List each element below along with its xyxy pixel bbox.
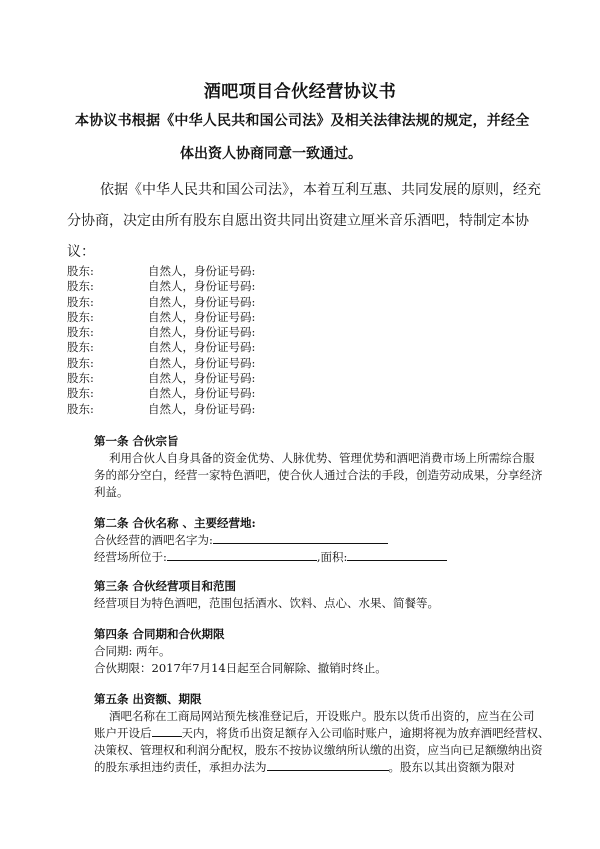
shareholder-label: 股东: (67, 325, 94, 340)
shareholder-label: 股东: (67, 401, 94, 416)
article-5-line-2-a: 账户开设后 (94, 726, 152, 740)
article-5-line-4-a: 的股东承担违约责任，承担办法为 (94, 760, 267, 774)
intro-line-1: 依据《中华人民共和国公司法》，本着互利互惠、共同发展的原则，经充 (100, 182, 541, 198)
bar-name-label: 合伙经营的酒吧名字为: (94, 533, 213, 547)
shareholder-row (67, 310, 367, 325)
article-1-line-3: 利益。 (94, 485, 129, 499)
shareholder-row (67, 402, 367, 417)
document-title: 酒吧项目合伙经营协议书 (203, 82, 397, 102)
shareholder-id-label: 自然人，身份证号码: (148, 325, 256, 340)
shareholder-label: 股东: (67, 340, 94, 355)
shareholder-label: 股东: (67, 279, 94, 294)
shareholder-id-label: 自然人，身份证号码: (148, 294, 256, 309)
article-5-title: 第五条 出资额、期限 (94, 692, 202, 706)
shareholder-row (67, 356, 367, 371)
bar-name-blank[interactable] (213, 532, 388, 544)
area-label: ,面积: (316, 550, 348, 564)
shareholder-list (67, 264, 367, 417)
shareholder-id-label: 自然人，身份证号码: (148, 340, 256, 355)
article-5-line-2 (94, 725, 550, 741)
shareholder-row (67, 325, 367, 340)
lead-line-2: 体出资人协商同意一致通过。 (180, 146, 362, 162)
shareholder-id-label: 自然人，身份证号码: (148, 386, 256, 401)
shareholder-row (67, 340, 367, 355)
shareholder-label: 股东: (67, 309, 94, 324)
article-2-title: 第二条 合伙名称 、主要经营地: (94, 516, 256, 530)
penalty-method-blank[interactable] (267, 759, 389, 771)
article-4-line-2: 合伙期限：2017年7月14日起至合同解除、撤销时终止。 (94, 661, 387, 675)
article-1-line-2: 务的部分空白，经营一家特色酒吧，使合伙人通过合法的手段，创造劳动成果，分享经济 (94, 468, 543, 482)
place-label: 经营场所位于: (94, 550, 167, 564)
place-blank[interactable] (167, 549, 317, 561)
shareholder-id-label: 自然人，身份证号码: (148, 309, 256, 324)
lead-line-1: 本协议书根据《中华人民共和国公司法》及相关法律法规的规定，并经全 (75, 113, 530, 129)
shareholder-row (67, 371, 367, 386)
article-5-line-4-b: 。股东以其出资额为限对 (388, 760, 515, 774)
article-2-name-line (94, 532, 388, 548)
shareholder-label: 股东: (67, 371, 94, 386)
shareholder-label: 股东: (67, 355, 94, 370)
article-5-line-2-b: 天内，将货币出资足额存入公司临时账户，逾期将视为放弃酒吧经营权、 (181, 726, 550, 740)
shareholder-id-label: 自然人，身份证号码: (148, 371, 256, 386)
shareholder-id-label: 自然人，身份证号码: (148, 355, 256, 370)
shareholder-row (67, 295, 367, 310)
shareholder-row (67, 386, 367, 401)
article-1-line-1: 利用合伙人自身具备的资金优势、人脉优势、管理优势和酒吧消费市场上所需综合服 (109, 451, 535, 465)
article-2-place-line (94, 549, 447, 565)
article-5-line-1: 酒吧名称在工商局网站预先核准登记后，开设账户。股东以货币出资的，应当在公司 (109, 709, 535, 723)
shareholder-row (67, 279, 367, 294)
shareholder-label: 股东: (67, 294, 94, 309)
shareholder-row (67, 264, 367, 279)
intro-line-3: 议： (67, 244, 95, 260)
shareholder-id-label: 自然人，身份证号码: (148, 401, 256, 416)
article-4-line-1: 合同期: 两年。 (94, 644, 171, 658)
area-blank[interactable] (347, 549, 447, 561)
article-1-title: 第一条 合伙宗旨 (94, 434, 179, 448)
article-3-title: 第三条 合伙经营项目和范围 (94, 579, 237, 593)
days-blank[interactable] (152, 725, 182, 737)
shareholder-id-label: 自然人，身份证号码: (148, 279, 256, 294)
article-4-title: 第四条 合同期和合伙期限 (94, 627, 225, 641)
shareholder-label: 股东: (67, 264, 94, 278)
intro-line-2: 分协商，决定由所有股东自愿出资共同出资建立厘米音乐酒吧，特制定本协 (67, 213, 529, 229)
shareholder-label: 股东: (67, 386, 94, 401)
article-5-line-3: 决策权、管理权和利润分配权，股东不按协议缴纳所认缴的出资，应当向已足额缴纳出资 (94, 743, 543, 757)
article-3-line-1: 经营项目为特色酒吧，范围包括酒水、饮料、点心、水果、简餐等。 (94, 596, 439, 610)
shareholder-id-label: 自然人，身份证号码: (148, 264, 256, 278)
article-5-line-4 (94, 759, 515, 775)
